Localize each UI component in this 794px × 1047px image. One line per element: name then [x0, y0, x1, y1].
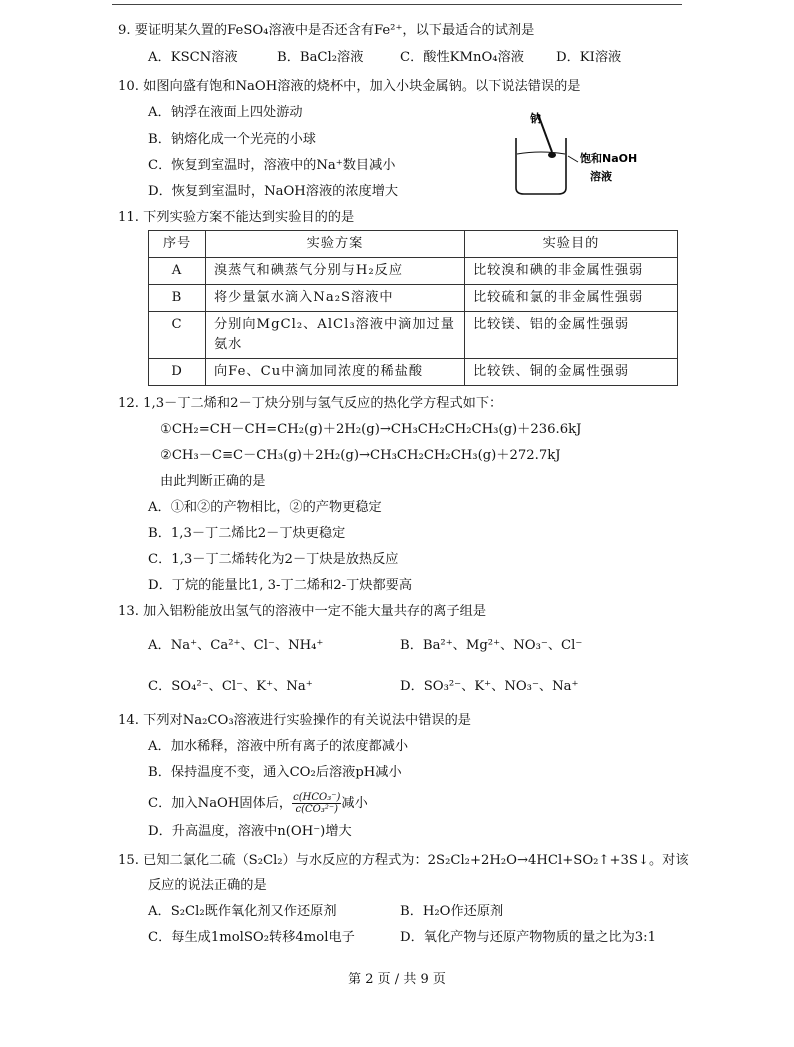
row-plan: 分别向MgCl₂、AlCl₃溶液中滴加过量氨水 [206, 312, 465, 359]
row-plan: 将少量氯水滴入Na₂S溶液中 [206, 285, 465, 312]
q12-equation-2: ②CH₃－C≡C－CH₃(g)＋2H₂(g)→CH₃CH₂CH₂CH₃(g)＋272.7kJ [160, 448, 561, 463]
q12-option-d: D．丁烷的能量比1, 3-丁二烯和2-丁炔都要高 [148, 578, 413, 593]
row-goal: 比较镁、铝的金属性强弱 [465, 312, 678, 359]
q14-option-d: D．升高温度，溶液中n(OH⁻)增大 [148, 824, 352, 839]
question-15-stem-cont: 反应的说法正确的是 [148, 878, 267, 893]
q9-option-a: A．KSCN溶液 [148, 50, 238, 65]
page-footer: 第 2 页 / 共 9 页 [348, 972, 446, 987]
q10-option-b: B．钠熔化成一个光亮的小球 [148, 132, 316, 147]
question-15-stem: 15. 已知二氯化二硫（S₂Cl₂）与水反应的方程式为：2S₂Cl₂+2H₂O→4HCl+SO₂↑+3S↓。对该 [118, 853, 689, 868]
beaker-figure [510, 110, 660, 200]
q9-option-c: C．酸性KMnO₄溶液 [400, 50, 524, 65]
question-10-stem: 10. 如图向盛有饱和NaOH溶液的烧杯中，加入小块金属钠。以下说法错误的是 [118, 79, 581, 94]
q10-option-d: D．恢复到室温时，NaOH溶液的浓度增大 [148, 184, 399, 199]
q15-option-b: B．H₂O作还原剂 [400, 904, 504, 919]
q14-option-a: A．加水稀释，溶液中所有离子的浓度都减小 [148, 739, 409, 754]
row-index: D [149, 359, 206, 386]
label-solution-1: 饱和NaOH [580, 152, 638, 165]
q15-option-a: A．S₂Cl₂既作氧化剂又作还原剂 [148, 904, 337, 919]
header-plan: 实验方案 [206, 231, 465, 258]
question-14-stem: 14. 下列对Na₂CO₃溶液进行实验操作的有关说法中错误的是 [118, 713, 471, 728]
row-goal: 比较溴和碘的非金属性强弱 [465, 258, 678, 285]
q15-option-d: D．氧化产物与还原产物物质的量之比为3:1 [400, 930, 656, 945]
label-leader-line [568, 156, 578, 162]
q12-option-c: C．1,3－丁二烯转化为2－丁炔是放热反应 [148, 552, 399, 567]
q13-option-a: A．Na⁺、Ca²⁺、Cl⁻、NH₄⁺ [148, 638, 324, 653]
q12-option-a: A．①和②的产物相比，②的产物更稳定 [148, 500, 382, 515]
label-solution-2: 溶液 [590, 170, 612, 183]
table-row [149, 359, 678, 386]
q9-option-d: D．KI溶液 [556, 50, 622, 65]
q10-option-a: A．钠浮在液面上四处游动 [148, 105, 303, 120]
label-sodium: 钠 [530, 112, 541, 125]
row-index: B [149, 285, 206, 312]
question-11-stem: 11. 下列实验方案不能达到实验目的的是 [118, 210, 355, 225]
header-goal: 实验目的 [465, 231, 678, 258]
table-row [149, 258, 678, 285]
row-goal: 比较铁、铜的金属性强弱 [465, 359, 678, 386]
question-9-stem: 9. 要证明某久置的FeSO₄溶液中是否还含有Fe²⁺，以下最适合的试剂是 [118, 23, 535, 38]
fraction-denominator: c(CO₃²⁻) [295, 804, 339, 815]
question-12-stem: 12. 1,3－丁二烯和2－丁炔分别与氢气反应的热化学方程式如下： [118, 396, 503, 411]
table-row [149, 312, 678, 359]
table-row [149, 285, 678, 312]
ratio-fraction [292, 792, 341, 815]
table-header-row [149, 231, 678, 258]
q12-lead: 由此判断正确的是 [160, 474, 266, 489]
q12-option-b: B．1,3－丁二烯比2－丁炔更稳定 [148, 526, 346, 541]
q14-option-b: B．保持温度不变，通入CO₂后溶液pH减小 [148, 765, 402, 780]
q14-option-c [148, 792, 368, 815]
row-goal: 比较硫和氯的非金属性强弱 [465, 285, 678, 312]
sodium-piece [548, 152, 556, 158]
q15-option-c: C．每生成1molSO₂转移4mol电子 [148, 930, 355, 945]
header-index: 序号 [149, 231, 206, 258]
liquid-surface [517, 152, 565, 154]
row-index: A [149, 258, 206, 285]
fraction-numerator: c(HCO₃⁻) [293, 792, 341, 803]
q14-option-c-suffix: 减小 [341, 796, 368, 811]
row-plan: 溴蒸气和碘蒸气分别与H₂反应 [206, 258, 465, 285]
q14-option-c-text: C．加入NaOH固体后， [148, 796, 293, 811]
row-index: C [149, 312, 206, 359]
q13-option-d: D．SO₃²⁻、K⁺、NO₃⁻、Na⁺ [400, 679, 579, 694]
q12-equation-1: ①CH₂=CH－CH=CH₂(g)＋2H₂(g)→CH₃CH₂CH₂CH₃(g)＋236.6kJ [160, 422, 582, 437]
header-rule [112, 4, 682, 5]
row-plan: 向Fe、Cu中滴加同浓度的稀盐酸 [206, 359, 465, 386]
beaker-outline [516, 138, 566, 194]
question-13-stem: 13. 加入铝粉能放出氢气的溶液中一定不能大量共存的离子组是 [118, 604, 487, 619]
experiment-table [148, 230, 678, 386]
q13-option-b: B．Ba²⁺、Mg²⁺、NO₃⁻、Cl⁻ [400, 638, 583, 653]
q9-option-b: B．BaCl₂溶液 [277, 50, 364, 65]
q13-option-c: C．SO₄²⁻、Cl⁻、K⁺、Na⁺ [148, 679, 313, 694]
q10-option-c: C．恢复到室温时，溶液中的Na⁺数目减小 [148, 158, 396, 173]
